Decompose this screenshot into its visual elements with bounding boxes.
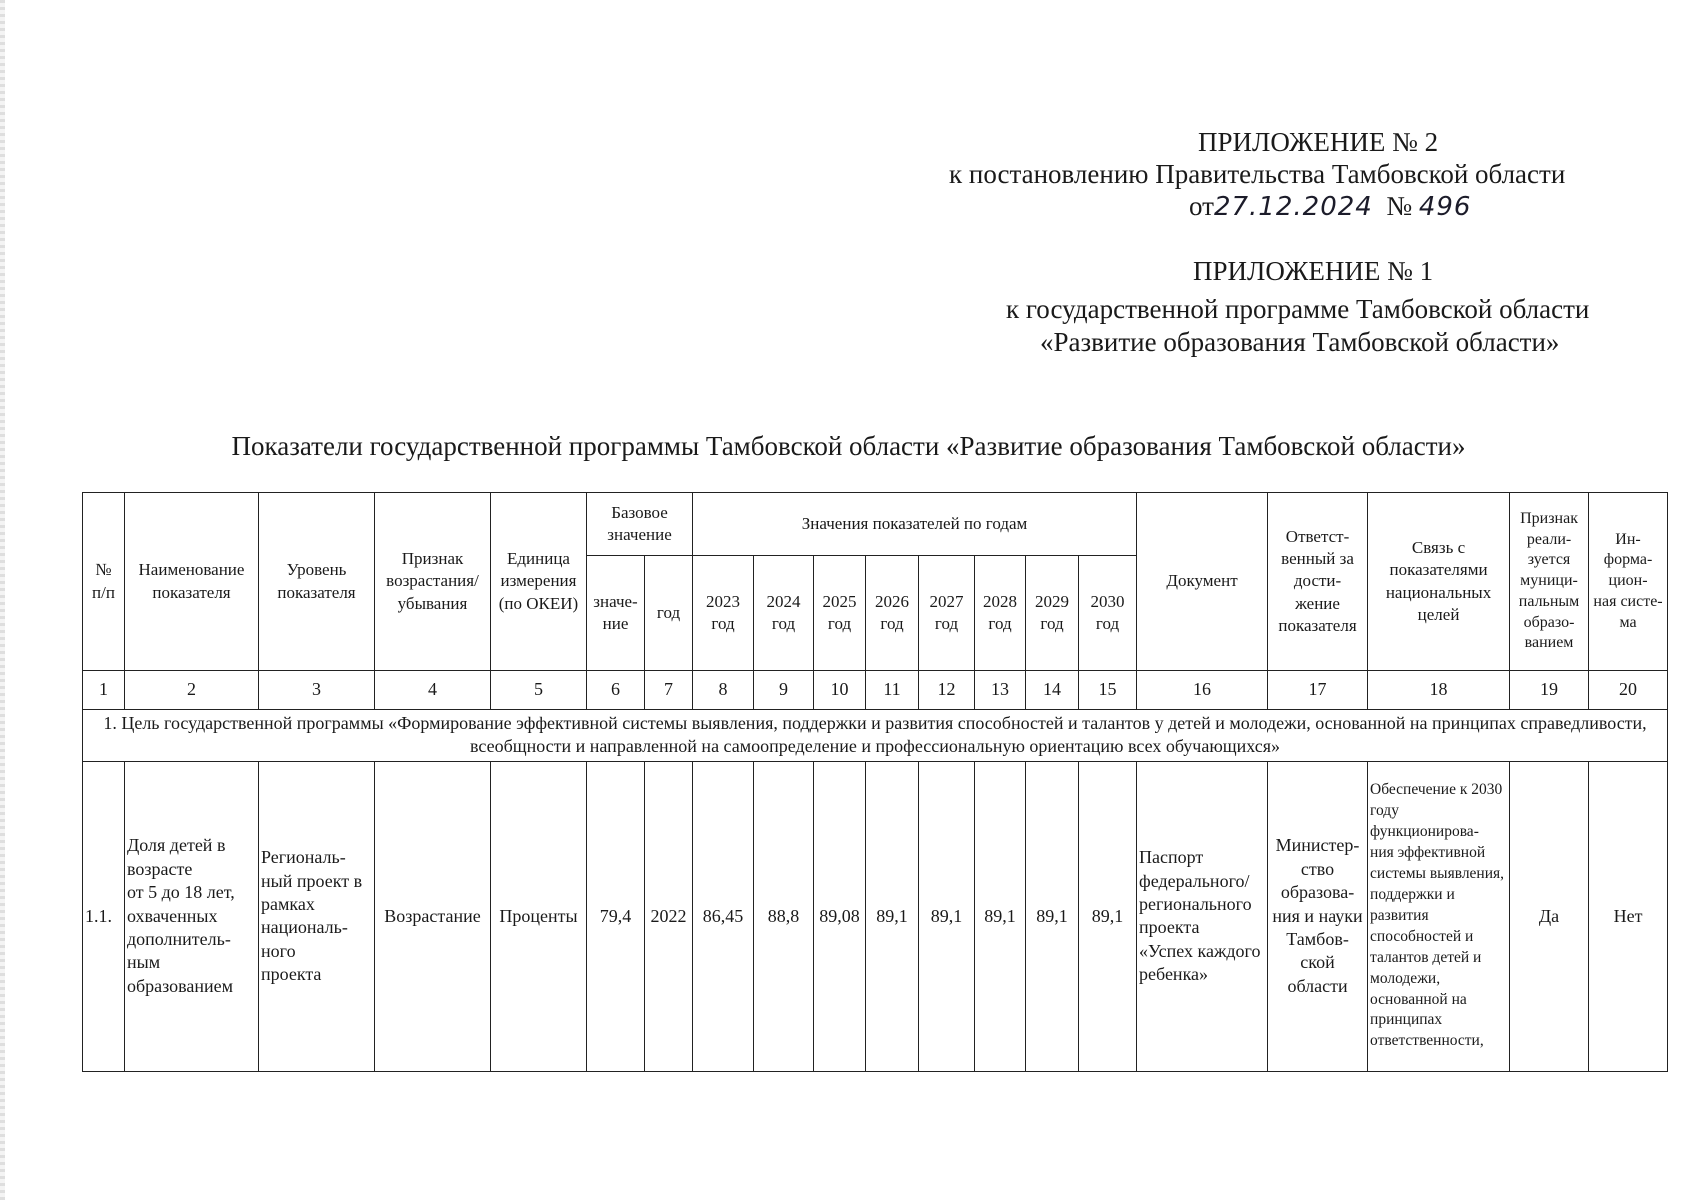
column-number: 7 — [645, 671, 693, 710]
col-header-base-value: значе- ние — [587, 556, 645, 671]
appendix1-reference: к государственной программе Тамбовской области — [1006, 294, 1590, 324]
row-indicator-name: Доля детей в возрасте от 5 до 18 лет, охваченных дополнитель- ным образованием — [125, 761, 259, 1071]
column-number-row — [83, 671, 1668, 710]
col-header-infosystem: Ин- форма- цион- ная систе- ма — [1589, 493, 1668, 671]
column-number: 8 — [693, 671, 754, 710]
column-number: 18 — [1368, 671, 1510, 710]
row-infosystem: Нет — [1589, 761, 1668, 1071]
col-header-unit: Единица измерения (по ОКЕИ) — [491, 493, 587, 671]
goal-row — [83, 710, 1668, 762]
row-national-goal-link: Обеспечение к 2030 году функционирова- ния эффективной системы выявления, поддержки и развития способностей и талантов детей и молодежи, основанной на принципах ответственности, — [1368, 761, 1510, 1071]
row-value-2026: 89,1 — [866, 761, 919, 1071]
column-number: 14 — [1026, 671, 1079, 710]
col-header-document: Документ — [1137, 493, 1268, 671]
appendix1-title: ПРИЛОЖЕНИЕ № 1 — [1193, 256, 1434, 286]
column-number: 6 — [587, 671, 645, 710]
column-number: 4 — [375, 671, 491, 710]
column-number: 1 — [83, 671, 125, 710]
column-number: 2 — [125, 671, 259, 710]
row-value-2028: 89,1 — [975, 761, 1026, 1071]
column-number: 13 — [975, 671, 1026, 710]
number-sign: № — [1386, 191, 1413, 221]
row-level: Региональ- ный проект в рамках националь- ного проекта — [259, 761, 375, 1071]
column-number: 15 — [1079, 671, 1137, 710]
row-document: Паспорт федерального/ регионального проекта «Успех каждого ребенка» — [1137, 761, 1268, 1071]
col-header-year-2026: 2026 год — [866, 556, 919, 671]
col-header-base-year: год — [645, 556, 693, 671]
row-value-2025: 89,08 — [814, 761, 866, 1071]
row-base-value: 79,4 — [587, 761, 645, 1071]
table-row — [83, 761, 1668, 1071]
row-value-2027: 89,1 — [919, 761, 975, 1071]
appendix2-reference: к постановлению Правительства Тамбовской области — [949, 159, 1566, 189]
row-num: 1.1. — [83, 761, 125, 1071]
col-header-responsible: Ответст- венный за дости- жение показателя — [1268, 493, 1368, 671]
date-line — [1189, 193, 1471, 220]
document-title: Показатели государственной программы Тамбовской области «Развитие образования Тамбовской области» — [231, 431, 1466, 461]
row-value-2030: 89,1 — [1079, 761, 1137, 1071]
indicators-table — [82, 492, 1668, 1072]
date-prefix: от — [1189, 191, 1214, 221]
col-header-municipal: Признак реали- зуется муници- пальным образо- ванием — [1510, 493, 1589, 671]
col-header-sign: Признак возрастания/ убывания — [375, 493, 491, 671]
col-header-year-2030: 2030 год — [1079, 556, 1137, 671]
header-row-top — [83, 493, 1668, 556]
handwritten-date: 27.12.2024 — [1213, 192, 1373, 222]
col-header-level: Уровень показателя — [259, 493, 375, 671]
col-header-year-2029: 2029 год — [1026, 556, 1079, 671]
column-number: 3 — [259, 671, 375, 710]
col-header-base-group: Базовое значение — [587, 493, 693, 556]
column-number: 20 — [1589, 671, 1668, 710]
col-header-year-2025: 2025 год — [814, 556, 866, 671]
column-number: 5 — [491, 671, 587, 710]
column-number: 19 — [1510, 671, 1589, 710]
program-name: «Развитие образования Тамбовской области» — [1040, 327, 1560, 357]
column-number: 17 — [1268, 671, 1368, 710]
column-number: 9 — [754, 671, 814, 710]
col-header-num: № п/п — [83, 493, 125, 671]
column-number: 10 — [814, 671, 866, 710]
row-value-2023: 86,45 — [693, 761, 754, 1071]
program-goal: 1. Цель государственной программы «Формирование эффективной системы выявления, поддержки и развития способностей и талантов у детей и молодежи, основанной на принципах справедливости, всеобщности и направленной на самоопределение и профессиональную ориентацию всех обучающихся» — [83, 710, 1668, 762]
col-header-link: Связь с показателями национальных целей — [1368, 493, 1510, 671]
col-header-years-group: Значения показателей по годам — [693, 493, 1137, 556]
col-header-name: Наименование показателя — [125, 493, 259, 671]
column-number: 12 — [919, 671, 975, 710]
column-number: 11 — [866, 671, 919, 710]
scan-edge — [0, 0, 5, 1200]
appendix2-title: ПРИЛОЖЕНИЕ № 2 — [1198, 127, 1439, 157]
col-header-year-2024: 2024 год — [754, 556, 814, 671]
row-municipal: Да — [1510, 761, 1589, 1071]
row-sign: Возрастание — [375, 761, 491, 1071]
col-header-year-2027: 2027 год — [919, 556, 975, 671]
row-value-2024: 88,8 — [754, 761, 814, 1071]
row-responsible: Министер- ство образова- ния и науки Тамбов- ской области — [1268, 761, 1368, 1071]
row-unit: Проценты — [491, 761, 587, 1071]
row-base-year: 2022 — [645, 761, 693, 1071]
col-header-year-2023: 2023 год — [693, 556, 754, 671]
column-number: 16 — [1137, 671, 1268, 710]
row-value-2029: 89,1 — [1026, 761, 1079, 1071]
handwritten-number: 496 — [1418, 192, 1472, 222]
col-header-year-2028: 2028 год — [975, 556, 1026, 671]
